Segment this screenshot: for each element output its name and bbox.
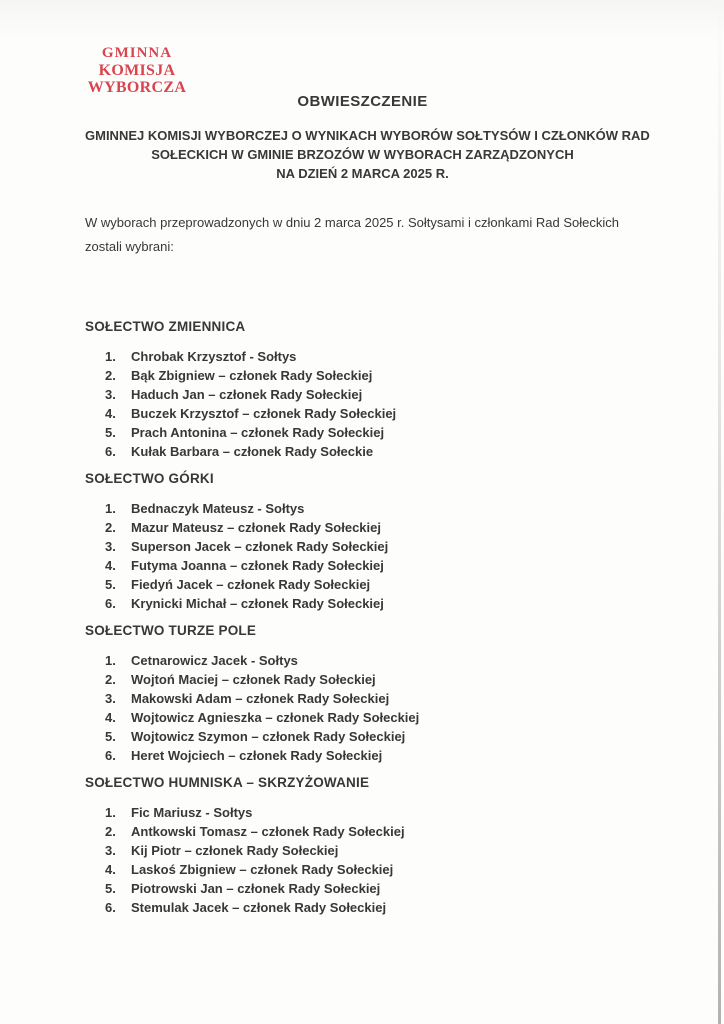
section-heading: SOŁECTWO GÓRKI — [85, 471, 214, 486]
list-item — [85, 442, 640, 461]
member-name: Wojtoń Maciej – członek Rady Sołeckiej — [131, 672, 376, 687]
list-item — [85, 556, 640, 575]
list-item — [85, 689, 640, 708]
item-number: 5. — [105, 425, 116, 440]
page-title: OBWIESZCZENIE — [297, 93, 428, 110]
list-item — [85, 746, 640, 765]
list-item — [85, 651, 640, 670]
item-number: 2. — [105, 824, 116, 839]
list-item — [85, 347, 640, 366]
list-item — [85, 727, 640, 746]
item-number: 6. — [105, 444, 116, 459]
intro-paragraph — [85, 211, 640, 259]
item-number: 3. — [105, 387, 116, 402]
member-name: Wojtowicz Szymon – członek Rady Sołeckiej — [131, 729, 406, 744]
intro-line-1: W wyborach przeprowadzonych w dniu 2 marca 2025 r. Sołtysami i członkami Rad Sołeckich — [85, 215, 619, 230]
member-name: Makowski Adam – członek Rady Sołeckiej — [131, 691, 390, 706]
member-name: Bąk Zbigniew – członek Rady Sołeckiej — [131, 368, 373, 383]
subtitle-line-3: NA DZIEŃ 2 MARCA 2025 R. — [276, 166, 449, 181]
member-list — [85, 651, 640, 765]
member-name: Mazur Mateusz – członek Rady Sołeckiej — [131, 520, 381, 535]
member-name: Stemulak Jacek – członek Rady Sołeckiej — [131, 900, 387, 915]
item-number: 2. — [105, 520, 116, 535]
item-number: 1. — [105, 805, 116, 820]
item-number: 6. — [105, 900, 116, 915]
list-item — [85, 385, 640, 404]
item-number: 5. — [105, 881, 116, 896]
item-number: 5. — [105, 729, 116, 744]
list-item — [85, 860, 640, 879]
member-name: Krynicki Michał – członek Rady Sołeckiej — [131, 596, 384, 611]
member-name: Bednaczyk Mateusz - Sołtys — [131, 501, 305, 516]
sections — [85, 318, 640, 917]
item-number: 3. — [105, 691, 116, 706]
member-name: Cetnarowicz Jacek - Sołtys — [131, 653, 298, 668]
section-heading: SOŁECTWO HUMNISKA – SKRZYŻOWANIE — [85, 775, 370, 790]
list-item — [85, 499, 640, 518]
member-name: Antkowski Tomasz – członek Rady Sołeckiej — [131, 824, 405, 839]
item-number: 5. — [105, 577, 116, 592]
item-number: 4. — [105, 406, 116, 421]
member-name: Fic Mariusz - Sołtys — [131, 805, 253, 820]
solectwo-section — [85, 622, 640, 765]
member-list — [85, 803, 640, 917]
member-name: Piotrowski Jan – członek Rady Sołeckiej — [131, 881, 381, 896]
member-name: Futyma Joanna – członek Rady Sołeckiej — [131, 558, 384, 573]
subtitle-line-2: SOŁECKICH W GMINIE BRZOZÓW W WYBORACH ZARZĄDZONYCH — [151, 147, 574, 162]
member-name: Kij Piotr – członek Rady Sołeckiej — [131, 843, 339, 858]
member-name: Superson Jacek – członek Rady Sołeckiej — [131, 539, 389, 554]
stamp-line-1: GMINNA — [101, 45, 173, 61]
list-item — [85, 898, 640, 917]
member-name: Buczek Krzysztof – członek Rady Sołeckiej — [131, 406, 397, 421]
member-name: Wojtowicz Agnieszka – członek Rady Sołeckiej — [131, 710, 420, 725]
list-item — [85, 537, 640, 556]
list-item — [85, 879, 640, 898]
member-list — [85, 347, 640, 461]
item-number: 1. — [105, 349, 116, 364]
item-number: 1. — [105, 653, 116, 668]
section-heading: SOŁECTWO ZMIENNICA — [85, 319, 246, 334]
list-item — [85, 404, 640, 423]
document-subtitle — [85, 126, 650, 183]
list-item — [85, 423, 640, 442]
item-number: 3. — [105, 539, 116, 554]
member-name: Haduch Jan – członek Rady Sołeckiej — [131, 387, 363, 402]
item-number: 6. — [105, 596, 116, 611]
item-number: 3. — [105, 843, 116, 858]
list-item — [85, 841, 640, 860]
list-item — [85, 803, 640, 822]
member-name: Prach Antonina – członek Rady Sołeckiej — [131, 425, 385, 440]
item-number: 6. — [105, 748, 116, 763]
list-item — [85, 708, 640, 727]
intro-line-2: zostali wybrani: — [85, 239, 174, 254]
solectwo-section — [85, 318, 640, 461]
item-number: 4. — [105, 862, 116, 877]
item-number: 1. — [105, 501, 116, 516]
member-name: Laskoś Zbigniew – członek Rady Sołeckiej — [131, 862, 394, 877]
member-name: Kułak Barbara – członek Rady Sołeckie — [131, 444, 374, 459]
member-name: Chrobak Krzysztof - Sołtys — [131, 349, 297, 364]
item-number: 4. — [105, 710, 116, 725]
member-list — [85, 499, 640, 613]
item-number: 2. — [105, 672, 116, 687]
member-name: Heret Wojciech – członek Rady Sołeckiej — [131, 748, 383, 763]
section-heading: SOŁECTWO TURZE POLE — [85, 623, 257, 638]
list-item — [85, 366, 640, 385]
list-item — [85, 518, 640, 537]
solectwo-section — [85, 774, 640, 917]
list-item — [85, 575, 640, 594]
list-item — [85, 594, 640, 613]
stamp-line-2: KOMISJA WYBORCZA — [87, 62, 187, 96]
member-name: Fiedyń Jacek – członek Rady Sołeckiej — [131, 577, 371, 592]
subtitle-line-1: GMINNEJ KOMISJI WYBORCZEJ O WYNIKACH WYBORÓW SOŁTYSÓW I CZŁONKÓW RAD — [85, 128, 650, 143]
list-item — [85, 822, 640, 841]
item-number: 4. — [105, 558, 116, 573]
list-item — [85, 670, 640, 689]
item-number: 2. — [105, 368, 116, 383]
solectwo-section — [85, 470, 640, 613]
